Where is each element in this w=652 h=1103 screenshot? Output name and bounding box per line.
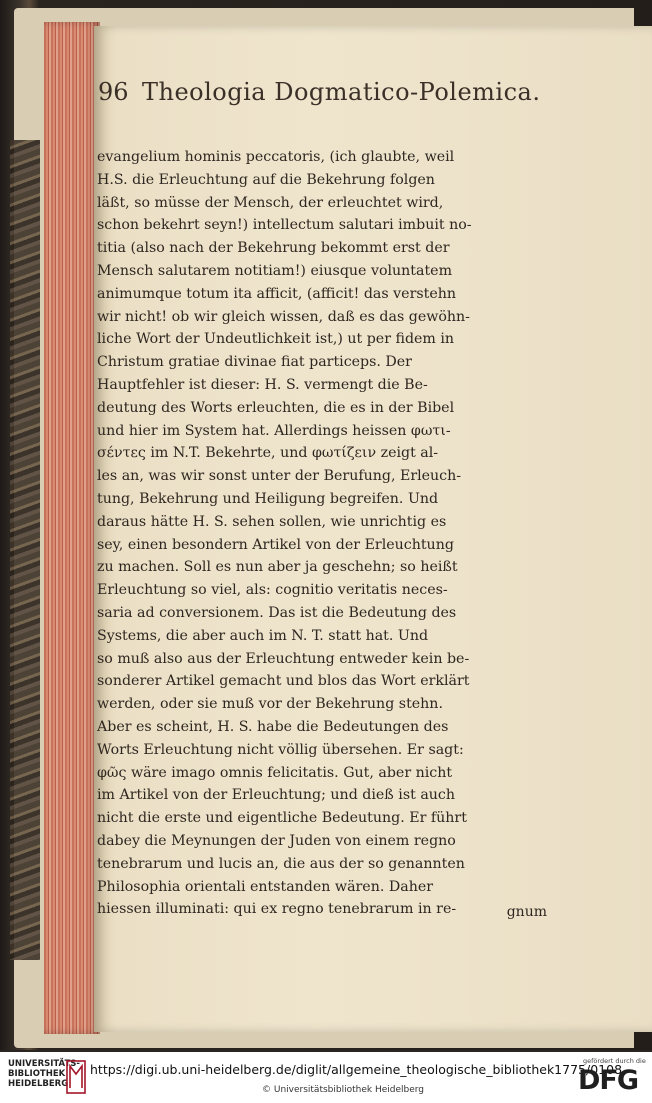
page-header <box>98 78 558 118</box>
text-line: Philosophia orientali entstanden wären. Daher <box>97 878 434 895</box>
text-line: nicht die erste und eigentliche Bedeutung. Er führt <box>97 810 467 827</box>
page-number: 96 <box>98 78 129 106</box>
text-line: hiessen illuminati: qui ex regno tenebrarum in re- <box>97 901 457 918</box>
text-line: Erleuchtung so viel, als: cognitio veritatis neces- <box>97 582 448 599</box>
text-line: evangelium hominis peccatoris, (ich glaubte, weil <box>97 149 455 165</box>
library-logo-text: UNIVERSITÄTS- BIBLIOTHEK HEIDELBERG <box>8 1059 80 1089</box>
text-line: werden, oder sie muß vor der Bekehrung stehn. <box>97 696 443 713</box>
text-line: Aber es scheint, H. S. habe die Bedeutungen des <box>97 718 449 735</box>
text-line: Systems, die aber auch im N. T. statt hat. Und <box>97 627 429 644</box>
text-line: liche Wort der Undeutlichkeit ist,) ut per fidem in <box>97 331 455 348</box>
text-line: sonderer Artikel gemacht und blos das Wort erklärt <box>97 673 470 690</box>
text-line: tenebrarum und lucis an, die aus der so genannten <box>97 855 465 872</box>
dfg-logo: DFG <box>578 1065 639 1096</box>
viewer-footer <box>0 1052 652 1103</box>
text-line: Worts Erleuchtung nicht völlig übersehen. Er sagt: <box>97 741 464 758</box>
text-line: daraus hätte H. S. sehen sollen, wie unrichtig es <box>97 513 447 530</box>
copyright-notice: © Universitätsbibliothek Heidelberg <box>262 1085 425 1095</box>
text-line: Christum gratiae divinae fiat particeps. Der <box>97 354 412 371</box>
text-line: les an, was wir sonst unter der Berufung, Erleuch- <box>97 468 462 485</box>
catchword: gnum <box>506 904 547 920</box>
text-line: saria ad conversionem. Das ist die Bedeutung des <box>97 604 457 621</box>
text-line: σέντες im N.T. Bekehrte, und φωτίζειν zeigt al- <box>97 445 439 462</box>
text-line: H.S. die Erleuchtung auf die Bekehrung folgen <box>97 171 435 188</box>
text-line: titia (also nach der Bekehrung bekommt erst der <box>97 240 450 257</box>
text-line: und hier im System hat. Allerdings heissen φωτι- <box>97 422 451 439</box>
text-line: tung, Bekehrung und Heiligung begreifen. Und <box>97 490 439 507</box>
text-line: im Artikel von der Erleuchtung; und dieß ist auch <box>97 787 455 804</box>
text-line: schon bekehrt seyn!) intellectum salutari imbuit no- <box>97 217 472 234</box>
red-page-edges <box>44 22 100 1034</box>
text-line: läßt, so müsse der Mensch, der erleuchtet wird, <box>97 194 444 211</box>
text-line: animumque totum ita afficit, (afficit! das verstehn <box>97 285 457 302</box>
library-seal-icon <box>66 1060 86 1094</box>
running-title: Theologia Dogmatico-Polemica. <box>142 78 541 106</box>
text-line: wir nicht! ob wir gleich wissen, daß es das gewöhn- <box>97 308 470 325</box>
text-line: Mensch salutarem notitiam!) eiusque voluntatem <box>97 262 453 279</box>
text-line: Hauptfehler ist dieser: H. S. vermengt die Be- <box>97 376 428 393</box>
text-line: sey, einen besondern Artikel von der Erleuchtung <box>97 536 454 553</box>
marbled-binding <box>10 140 40 960</box>
text-line: φῶς wäre imago omnis felicitatis. Gut, aber nicht <box>97 764 453 781</box>
page-url-link[interactable]: https://digi.ub.uni-heidelberg.de/diglit/allgemeine_theologische_bibliothek1775/0108 <box>90 1062 623 1077</box>
text-line: zu machen. Soll es nun aber ja geschehn; so heißt <box>97 559 458 576</box>
funding-caption: gefördert durch die <box>583 1057 646 1065</box>
page-body-text <box>97 146 547 921</box>
text-line: so muß also aus der Erleuchtung entweder kein be- <box>97 650 470 667</box>
text-line: dabey die Meynungen der Juden von einem regno <box>97 832 456 849</box>
text-line: deutung des Worts erleuchten, die es in der Bibel <box>97 399 455 416</box>
